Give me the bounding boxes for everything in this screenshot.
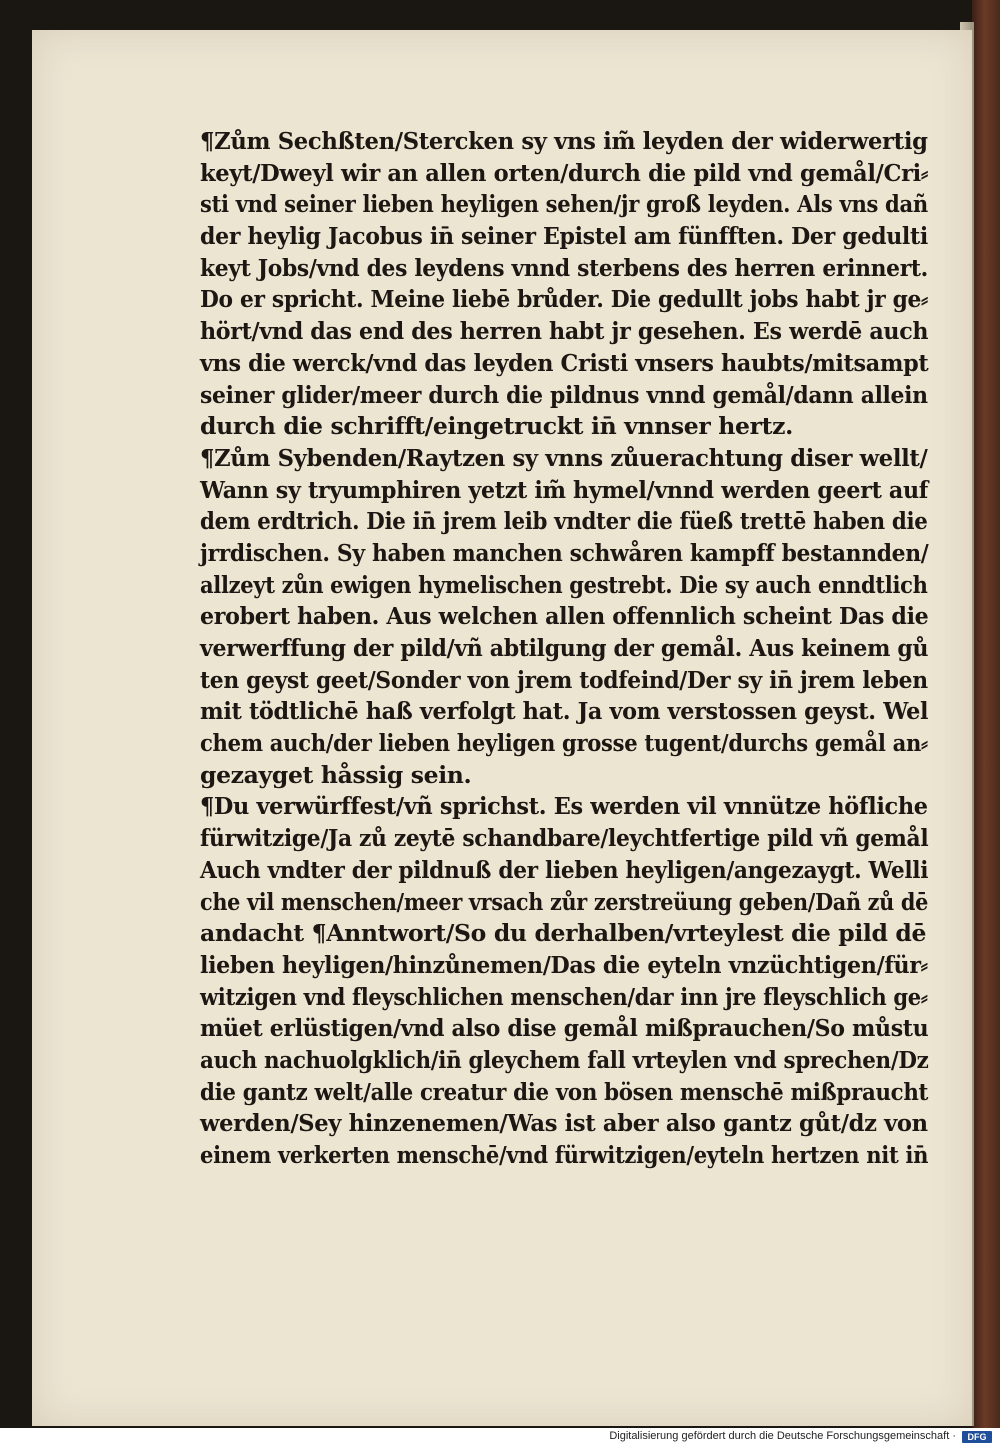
text-line: witzigen vnd fleyschlichen menschen/dar inn jre fleyschlich ge⸗ — [200, 982, 928, 1011]
text-line: die gantz welt/alle creatur die von bösen menschē mißpraucht — [200, 1077, 929, 1106]
text-line: Wann sy tryumphiren yetzt im̃ hymel/vnnd werden geert auf — [200, 475, 929, 504]
text-line: ¶Zům Sechßten/Stercken sy vns im̃ leyden der widerwertig — [200, 127, 928, 155]
text-line: lieben heyligen/hinzůnemen/Das die eyteln vnzüchtigen/für⸗ — [200, 950, 928, 979]
text-line: jrrdischen. Sy haben manchen schwåren kampff bestannden/ — [200, 538, 929, 567]
text-line: werden/Sey hinzenemen/Was ist aber also gantz gůt/dz von — [200, 1109, 928, 1138]
text-line: fürwitzige/Ja zů zeytē schandbare/leychtfertige pild vñ gemål — [200, 824, 929, 853]
text-line: müet erlüstigen/vnd also dise gemål mißprauchen/So můstu — [200, 1014, 929, 1043]
text-line: durch die schrifft/eingetruckt in̄ vnnser hertz. — [200, 412, 793, 441]
footer-bar — [0, 1428, 1000, 1447]
book-cover-edge — [972, 0, 1000, 1428]
text-line: andacht ¶Anntwort/So du derhalben/vrteylest die pild dē — [200, 919, 927, 948]
page-text-block — [200, 126, 940, 1172]
text-line: ¶Zům Sybenden/Raytzen sy vnns zůuerachtung diser wellt/ — [200, 443, 928, 472]
text-line: keyt/Dweyl wir an allen orten/durch die pild vnd gemål/Cri⸗ — [200, 158, 929, 187]
text-line: vns die werck/vnd das leyden Cristi vnsers haubts/mitsampt — [200, 348, 929, 377]
text-line: allzeyt zůn ewigen hymelischen gestrebt. Die sy auch enndtlich — [200, 570, 928, 599]
text-line: sti vnd seiner lieben heyligen sehen/jr groß leyden. Als vns dañ — [200, 190, 928, 219]
text-line: einem verkerten menschē/vnd fürwitzigen/eyteln hertzen nit in̄ — [200, 1141, 929, 1169]
text-line: ¶Du verwürffest/vñ sprichst. Es werden vil vnnütze höfliche — [200, 792, 928, 821]
text-line: der heylig Jacobus in̄ seiner Epistel am fünfften. Der gedulti — [200, 222, 928, 251]
text-line: seiner glider/meer durch die pildnus vnnd gemål/dann allein — [200, 380, 928, 409]
text-line: ten geyst geet/Sonder von jrem todfeind/Der sy in̄ jrem leben — [200, 665, 928, 694]
text-line: hört/vnd das end des herren habt jr gesehen. Es werdē auch — [200, 317, 929, 346]
footer-credit: Digitalisierung gefördert durch die Deutsche Forschungsgemeinschaft · — [609, 1430, 956, 1442]
text-line: Auch vndter der pildnuß der lieben heyligen/angezaygt. Welli — [200, 855, 929, 884]
text-line: chem auch/der lieben heyligen grosse tugent/durchs gemål an⸗ — [200, 729, 928, 758]
text-line: keyt Jobs/vnd des leydens vnnd sterbens des herren erinnert. — [200, 253, 928, 282]
text-line: verwerffung der pild/vñ abtilgung der gemål. Aus keinem gů — [200, 634, 929, 662]
text-line: gezayget håssig sein. — [200, 760, 472, 789]
text-line: erobert haben. Aus welchen allen offennlich scheint Das die — [200, 602, 929, 631]
dfg-logo: DFG — [962, 1431, 992, 1443]
text-line: Do er spricht. Meine liebē brůder. Die gedullt jobs habt jr ge⸗ — [200, 285, 928, 314]
text-line: auch nachuolgklich/in̄ gleychem fall vrteylen vnd sprechen/Dz — [200, 1045, 929, 1074]
text-line: che vil menschen/meer vrsach zůr zerstreüung geben/Dañ zů dē — [200, 887, 929, 916]
text-line: mit tödtlichē haß verfolgt hat. Ja vom verstossen geyst. Wel — [200, 697, 929, 726]
text-line: dem erdtrich. Die in̄ jrem leib vndter die füeß trettē haben die — [200, 507, 928, 536]
